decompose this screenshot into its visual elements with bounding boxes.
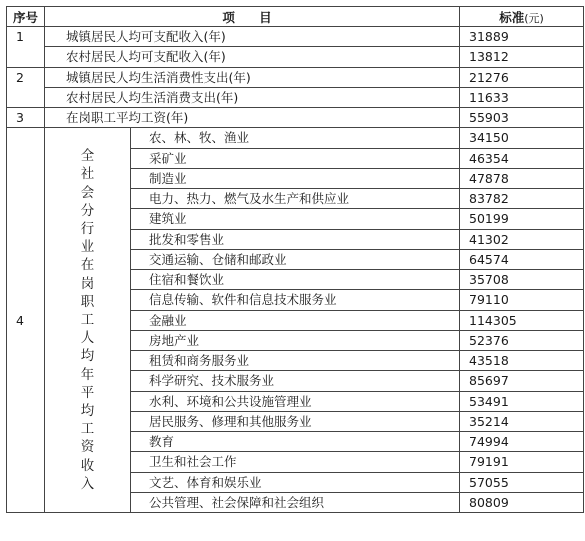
- value-cell: 50199: [460, 209, 584, 229]
- value-cell: 83782: [460, 189, 584, 209]
- value-cell: 34150: [460, 128, 584, 148]
- category-cell: [45, 128, 131, 513]
- seq-cell: 4: [7, 128, 45, 513]
- value-cell: 53491: [460, 391, 584, 411]
- value-cell: 46354: [460, 148, 584, 168]
- header-seq: 序号: [7, 7, 45, 27]
- seq-cell: 3: [7, 108, 45, 128]
- item-cell: 公共管理、社会保障和社会组织: [131, 492, 460, 512]
- value-cell: 79191: [460, 452, 584, 472]
- value-cell: 85697: [460, 371, 584, 391]
- value-cell: 41302: [460, 229, 584, 249]
- item-cell: 居民服务、修理和其他服务业: [131, 411, 460, 431]
- item-cell: 租赁和商务服务业: [131, 351, 460, 371]
- header-standard: [460, 7, 584, 27]
- value-cell: 57055: [460, 472, 584, 492]
- value-cell: 80809: [460, 492, 584, 512]
- table-row: [7, 128, 584, 148]
- standards-table: [6, 6, 584, 513]
- item-cell: 水利、环境和公共设施管理业: [131, 391, 460, 411]
- item-cell: 交通运输、仓储和邮政业: [131, 249, 460, 269]
- item-cell: 农、林、牧、渔业: [131, 128, 460, 148]
- item-cell: 农村居民人均生活消费支出(年): [45, 87, 460, 107]
- item-cell: 农村居民人均可支配收入(年): [45, 47, 460, 67]
- table-row: [7, 47, 584, 67]
- seq-cell: 2: [7, 67, 45, 108]
- value-cell: 11633: [460, 87, 584, 107]
- value-cell: 47878: [460, 168, 584, 188]
- item-cell: 采矿业: [131, 148, 460, 168]
- table-row: [7, 87, 584, 107]
- item-cell: 城镇居民人均可支配收入(年): [45, 27, 460, 47]
- value-cell: 13812: [460, 47, 584, 67]
- item-cell: 卫生和社会工作: [131, 452, 460, 472]
- value-cell: 64574: [460, 249, 584, 269]
- item-cell: 制造业: [131, 168, 460, 188]
- header-standard-label: 标准: [499, 9, 525, 25]
- standards-table-container: [6, 6, 583, 513]
- item-cell: 金融业: [131, 310, 460, 330]
- item-cell: 信息传输、软件和信息技术服务业: [131, 290, 460, 310]
- header-standard-unit: (元): [524, 11, 544, 25]
- header-item: 项 目: [45, 7, 460, 27]
- seq-cell: 1: [7, 27, 45, 68]
- item-cell: 教育: [131, 432, 460, 452]
- value-cell: 43518: [460, 351, 584, 371]
- value-cell: 114305: [460, 310, 584, 330]
- item-cell: 科学研究、技术服务业: [131, 371, 460, 391]
- table-body: [7, 27, 584, 513]
- item-cell: 住宿和餐饮业: [131, 270, 460, 290]
- table-header-row: [7, 7, 584, 27]
- table-row: [7, 108, 584, 128]
- category-label: 全社会分行业在岗职工人均年平均工资收入: [80, 148, 95, 492]
- value-cell: 74994: [460, 432, 584, 452]
- value-cell: 52376: [460, 330, 584, 350]
- item-cell: 建筑业: [131, 209, 460, 229]
- item-cell: 电力、热力、燃气及水生产和供应业: [131, 189, 460, 209]
- item-cell: 城镇居民人均生活消费性支出(年): [45, 67, 460, 87]
- item-cell: 批发和零售业: [131, 229, 460, 249]
- value-cell: 55903: [460, 108, 584, 128]
- item-cell: 文艺、体育和娱乐业: [131, 472, 460, 492]
- item-cell: 在岗职工平均工资(年): [45, 108, 460, 128]
- value-cell: 35708: [460, 270, 584, 290]
- item-cell: 房地产业: [131, 330, 460, 350]
- value-cell: 21276: [460, 67, 584, 87]
- table-row: [7, 67, 584, 87]
- table-row: [7, 27, 584, 47]
- value-cell: 35214: [460, 411, 584, 431]
- value-cell: 31889: [460, 27, 584, 47]
- value-cell: 79110: [460, 290, 584, 310]
